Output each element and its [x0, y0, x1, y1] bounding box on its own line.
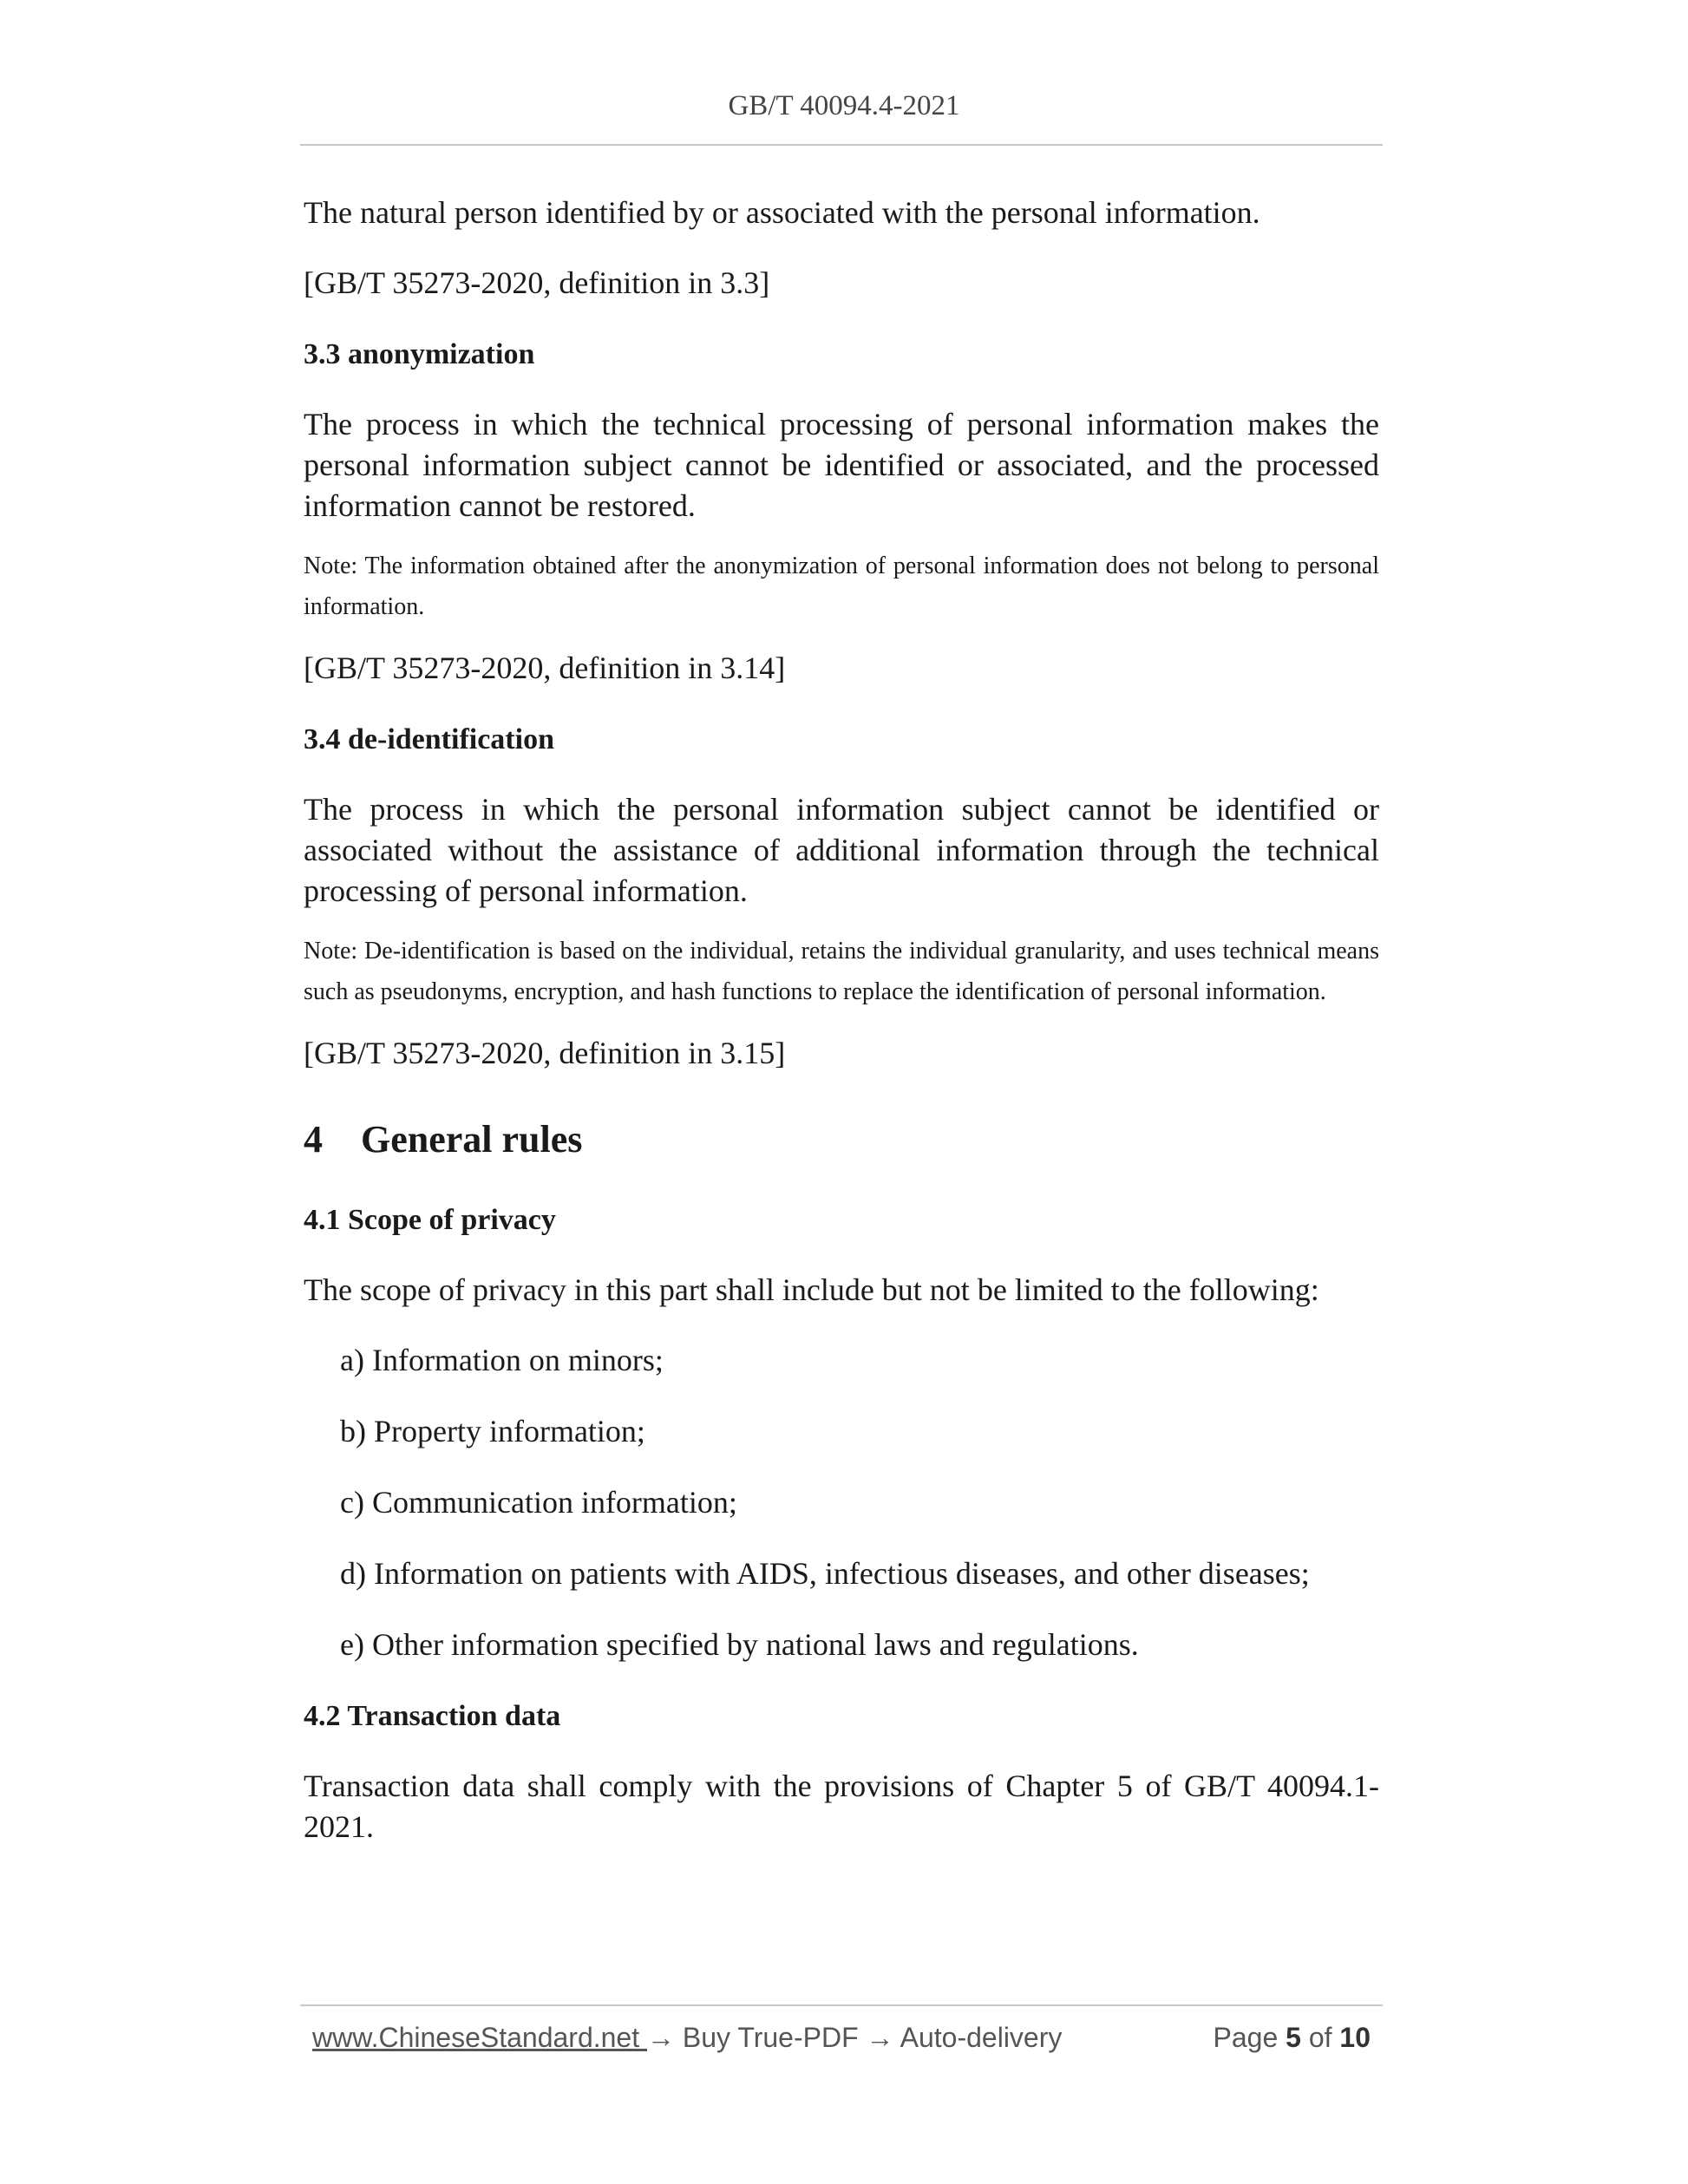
header-divider [300, 144, 1383, 146]
footer-promo [312, 2022, 1062, 2054]
reference-3-15: [GB/T 35273-2020, definition in 3.15] [304, 1036, 786, 1070]
heading-3-4: 3.4 de-identification [304, 723, 554, 755]
heading-3-3: 3.3 anonymization [304, 338, 535, 370]
page-number [1214, 2022, 1371, 2054]
scope-intro-text: The scope of privacy in this part shall include but not be limited to the following: [304, 1272, 1319, 1307]
page-total: 10 [1339, 2022, 1371, 2053]
list-item: a) Information on minors; [340, 1343, 664, 1377]
scope-list [304, 1340, 1379, 1665]
heading-4-title: General rules [361, 1118, 583, 1161]
reference-3-3: [GB/T 35273-2020, definition in 3.3] [304, 265, 770, 300]
heading-4-1: 4.1 Scope of privacy [304, 1204, 556, 1236]
deidentification-note: Note: De-identification is based on the individual, retains the individual granularity, and uses technical means such as pseudonyms, encryption, and hash functions to replace the identification of personal information. [304, 938, 1379, 1005]
subject-definition-text: The natural person identified by or associated with the personal information. [304, 195, 1260, 230]
page-content [304, 193, 1379, 1847]
heading-4-2: 4.2 Transaction data [304, 1700, 561, 1732]
list-item: c) Communication information; [340, 1485, 737, 1520]
list-item: e) Other information specified by national laws and regulations. [340, 1627, 1139, 1662]
reference-3-14: [GB/T 35273-2020, definition in 3.14] [304, 651, 786, 685]
heading-4-number: 4 [304, 1118, 323, 1161]
anonymization-note: Note: The information obtained after the anonymization of personal information does not belong to personal information. [304, 553, 1379, 620]
list-item: b) Property information; [340, 1414, 645, 1448]
transaction-data-text: Transaction data shall comply with the provisions of Chapter 5 of GB/T 40094.1-2021. [304, 1769, 1379, 1844]
deidentification-definition-text: The process in which the personal information subject cannot be identified or associated without the assistance of additional information through the technical processing of personal information. [304, 792, 1379, 908]
buy-pdf-text: → Buy True-PDF → Auto-delivery [647, 2022, 1063, 2053]
document-code-header: GB/T 40094.4-2021 [728, 90, 960, 121]
page-label: Page [1213, 2022, 1286, 2053]
page-of: of [1300, 2022, 1340, 2053]
page-current: 5 [1286, 2022, 1301, 2053]
footer-divider [300, 2004, 1383, 2006]
list-item: d) Information on patients with AIDS, infectious diseases, and other diseases; [340, 1556, 1310, 1591]
website-link[interactable]: www.ChineseStandard.net [312, 2022, 647, 2053]
anonymization-definition-text: The process in which the technical processing of personal information makes the personal information subject cannot be identified or associated, and the processed information cannot be restored. [304, 407, 1379, 523]
page-footer [312, 2022, 1371, 2065]
heading-4 [304, 1115, 1379, 1164]
